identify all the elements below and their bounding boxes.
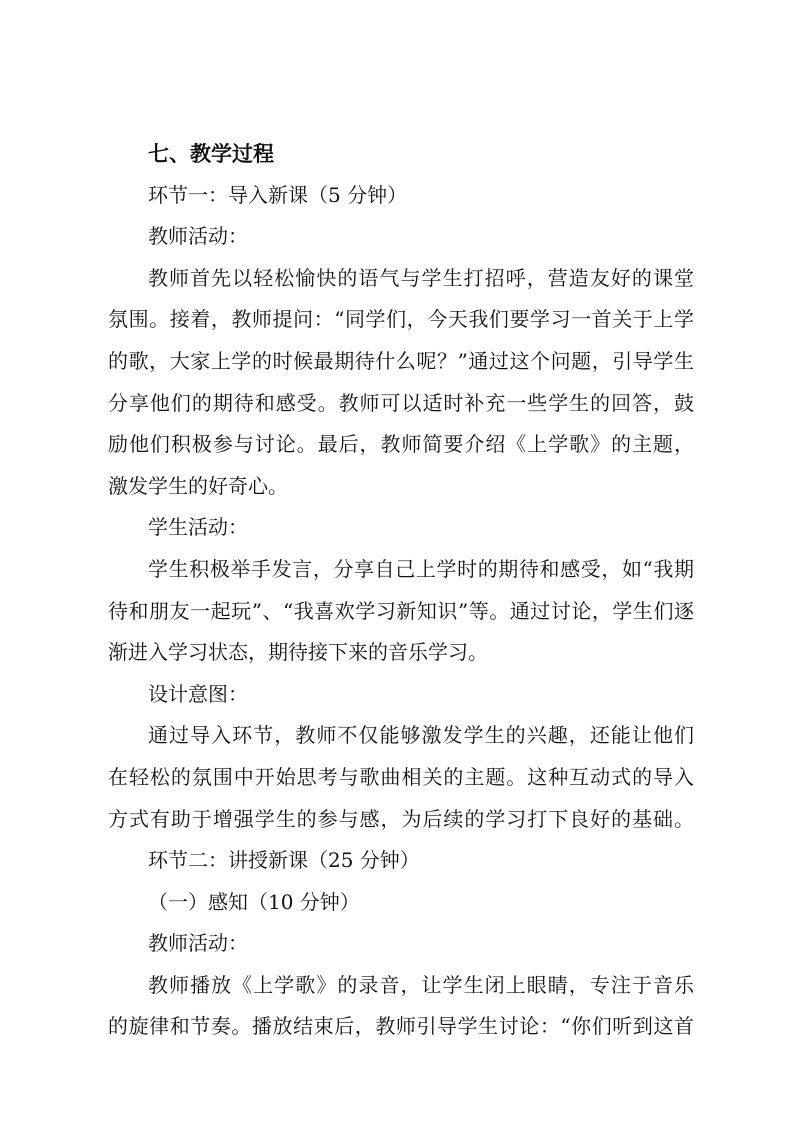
document-body xyxy=(108,133,694,1048)
teacher-activity-label: 教师活动： xyxy=(148,224,248,249)
stage2-title: 环节二：讲授新课（25 分钟） xyxy=(148,848,420,873)
paragraph-line: 励他们积极参与讨论。最后，教师简要介绍《上学歌》的主题， xyxy=(108,432,694,457)
subsection-title: （一）感知（10 分钟） xyxy=(148,889,360,914)
paragraph-line: 教师播放《上学歌》的录音，让学生闭上眼睛，专注于音乐 xyxy=(148,972,694,997)
design-intent-label: 设计意图： xyxy=(148,681,248,706)
section-title: 七、教学过程 xyxy=(148,141,274,166)
paragraph-line: 的旋律和节奏。播放结束后，教师引导学生讨论：“你们听到这首 xyxy=(108,1014,694,1039)
paragraph-line: 在轻松的氛围中开始思考与歌曲相关的主题。这种互动式的导入 xyxy=(108,764,694,789)
student-activity-label: 学生活动： xyxy=(148,515,248,540)
paragraph-intro-teacher xyxy=(108,258,694,508)
paragraph-line: 方式有助于增强学生的参与感，为后续的学习打下良好的基础。 xyxy=(108,806,694,831)
paragraph-line: 学生积极举手发言，分享自己上学时的期待和感受，如“我期 xyxy=(148,556,694,581)
paragraph-line: 的歌，大家上学的时候最期待什么呢？”通过这个问题，引导学生 xyxy=(108,348,694,373)
teacher-activity-label: 教师活动： xyxy=(148,931,248,956)
paragraph-design-intent xyxy=(108,715,694,840)
paragraph-line: 通过导入环节，教师不仅能够激发学生的兴趣，还能让他们 xyxy=(148,723,694,748)
paragraph-line: 分享他们的期待和感受。教师可以适时补充一些学生的回答，鼓 xyxy=(108,390,694,415)
paragraph-line: 氛围。接着，教师提问：“同学们，今天我们要学习一首关于上学 xyxy=(108,307,694,332)
paragraph-intro-student xyxy=(108,549,694,674)
paragraph-line: 教师首先以轻松愉快的语气与学生打招呼，营造友好的课堂 xyxy=(148,265,694,290)
stage1-title: 环节一：导入新课（5 分钟） xyxy=(148,182,408,207)
paragraph-line: 待和朋友一起玩”、“我喜欢学习新知识”等。通过讨论，学生们逐 xyxy=(108,598,694,623)
paragraph-perception-teacher xyxy=(108,965,694,1048)
paragraph-line: 渐进入学习状态，期待接下来的音乐学习。 xyxy=(108,640,488,665)
paragraph-line: 激发学生的好奇心。 xyxy=(108,473,288,498)
